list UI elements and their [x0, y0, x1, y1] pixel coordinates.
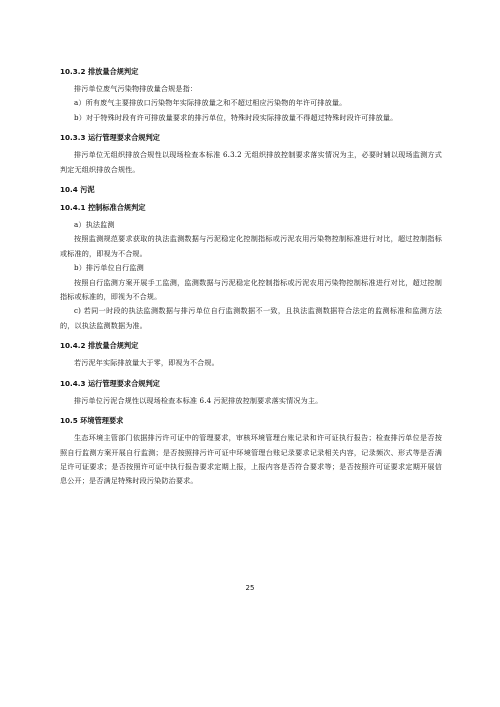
- paragraph: b）排污单位自行监测: [74, 263, 144, 273]
- heading-10-4-1: 10.4.1 控制标准合规判定: [60, 203, 146, 213]
- heading-10-4-2: 10.4.2 排放量合规判定: [60, 341, 139, 351]
- paragraph: b）对于特殊时段有许可排放量要求的排污单位，特殊时段实际排放量不得超过特殊时段许可排放量。: [74, 112, 398, 122]
- paragraph: 排污单位废气污染物排放量合规是指：: [74, 84, 198, 93]
- paragraph: 排污单位无组织排放合规性以现场检查本标准 6.3.2 无组织排放控制要求落实情况为主，必要时辅以现场监测方式判定无组织排放合规性。: [60, 150, 442, 174]
- paragraph: 排污单位污泥合规性以现场检查本标准 6.4 污泥排放控制要求落实情况为主。: [74, 395, 323, 405]
- paragraph: 按照监测规范要求获取的执法监测数据与污泥稳定化控制指标或污泥农用污染物控制标准进行对比，超过控制指标或标准的，即视为不合规。: [60, 234, 442, 258]
- heading-10-3-2: 10.3.2 排放量合规判定: [60, 67, 139, 76]
- heading-10-5: 10.5 环境管理要求: [60, 416, 124, 426]
- page-number: 25: [245, 584, 255, 592]
- paragraph: a）执法监测: [74, 220, 115, 230]
- paragraph: 按照自行监测方案开展手工监测，监测数据与污泥稳定化控制指标或污泥农用污染物控制标准进行对比，超过控制指标或标准的，即视为不合规。: [60, 277, 442, 302]
- paragraph: 生态环境主管部门依据排污许可证中的管理要求，审核环境管理台账记录和许可证执行报告；检查排污单位是否按照自行监测方案开展自行监测；是否按照排污许可证中环境管理台账记录要求记录相关内容，记录频次、形式等是否满足许可证要求；是否按照许可证中执行报告要求定期上报，上报内容是否符合要求等；是否按照许可证要求定期开展信息公开；是否满足特殊时段污染防治要求。: [60, 433, 442, 486]
- paragraph: c) 若同一时段的执法监测数据与排污单位自行监测数据不一致，且执法监测数据符合法定的监测标准和监测方法的，以执法监测数据为准。: [60, 306, 442, 330]
- heading-10-4: 10.4 污泥: [60, 185, 95, 195]
- heading-10-3-3: 10.3.3 运行管理要求合规判定: [60, 133, 160, 143]
- heading-10-4-3: 10.4.3 运行管理要求合规判定: [60, 378, 160, 388]
- paragraph: a）所有废气主要排放口污染物年实际排放量之和不超过相应污染物的年许可排放量。: [74, 98, 347, 108]
- page-content: [60, 66, 442, 489]
- paragraph: 若污泥年实际排放量大于零，即视为不合规。: [74, 358, 219, 368]
